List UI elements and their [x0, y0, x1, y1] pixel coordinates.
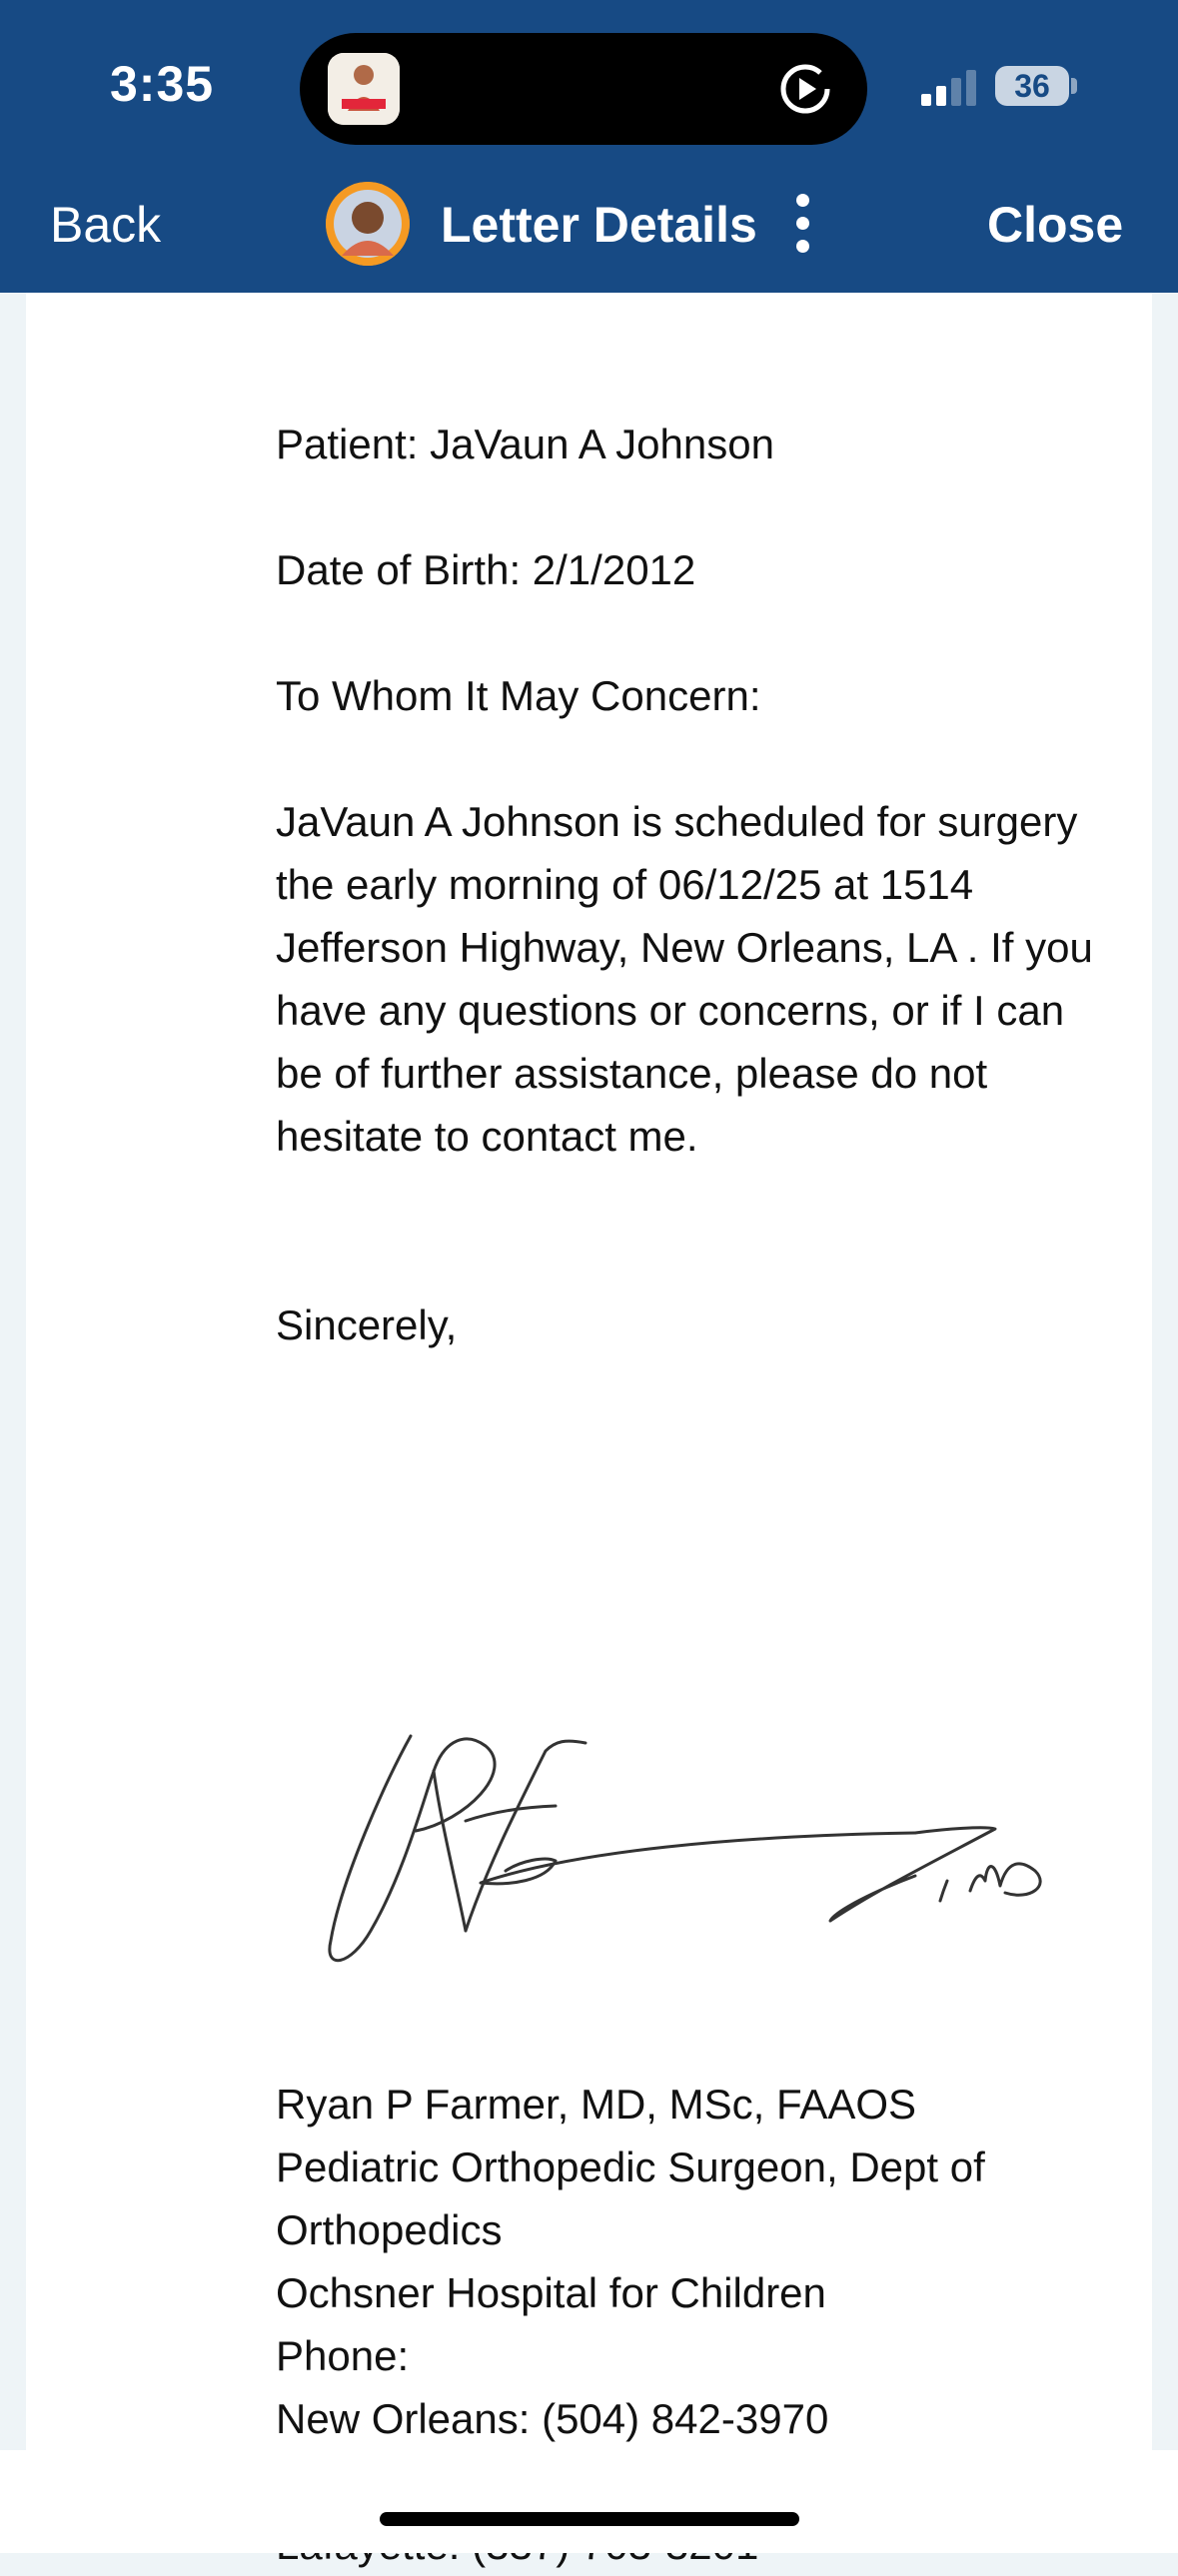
battery-tip [1071, 78, 1077, 94]
status-time: 3:35 [110, 56, 215, 112]
back-button[interactable]: Back [50, 197, 162, 253]
close-button[interactable]: Close [987, 197, 1124, 253]
institution: Ochsner Hospital for Children [276, 2269, 826, 2316]
salutation: To Whom It May Concern: [276, 672, 761, 719]
closing: Sincerely, [276, 1301, 458, 1348]
letter-document [26, 293, 1152, 2450]
more-options-icon[interactable] [785, 194, 819, 258]
signer-title: Pediatric Orthopedic Surgeon, Dept of Orthopedics [276, 2144, 985, 2253]
patient-line: Patient: JaVaun A Johnson [276, 421, 774, 467]
phone-new-orleans: New Orleans: (504) 842-3970 [276, 2395, 829, 2442]
phone-label: Phone: [276, 2332, 410, 2379]
battery-icon: 36 [995, 66, 1069, 106]
dynamic-island[interactable] [300, 33, 867, 145]
signer-name: Ryan P Farmer, MD, MSc, FAAOS [276, 2081, 917, 2128]
signature-image [316, 1711, 1075, 1991]
app-header [0, 0, 1178, 293]
bottom-bar [0, 2450, 1178, 2553]
avatar[interactable] [326, 182, 410, 266]
dob-line: Date of Birth: 2/1/2012 [276, 546, 696, 593]
cellular-signal-icon [921, 70, 977, 106]
letter-body: JaVaun A Johnson is scheduled for surgery the early morning of 06/12/25 at 1514 Jefferson Highway, New Orleans, LA . If you have any questions or concerns, or if I can be of further assistance, please do not hesitate to contact me. [276, 798, 1093, 1160]
now-playing-app-icon[interactable] [328, 53, 400, 125]
page-title: Letter Details [441, 197, 757, 253]
home-indicator[interactable] [380, 2512, 799, 2526]
play-circle-icon[interactable] [779, 63, 831, 115]
